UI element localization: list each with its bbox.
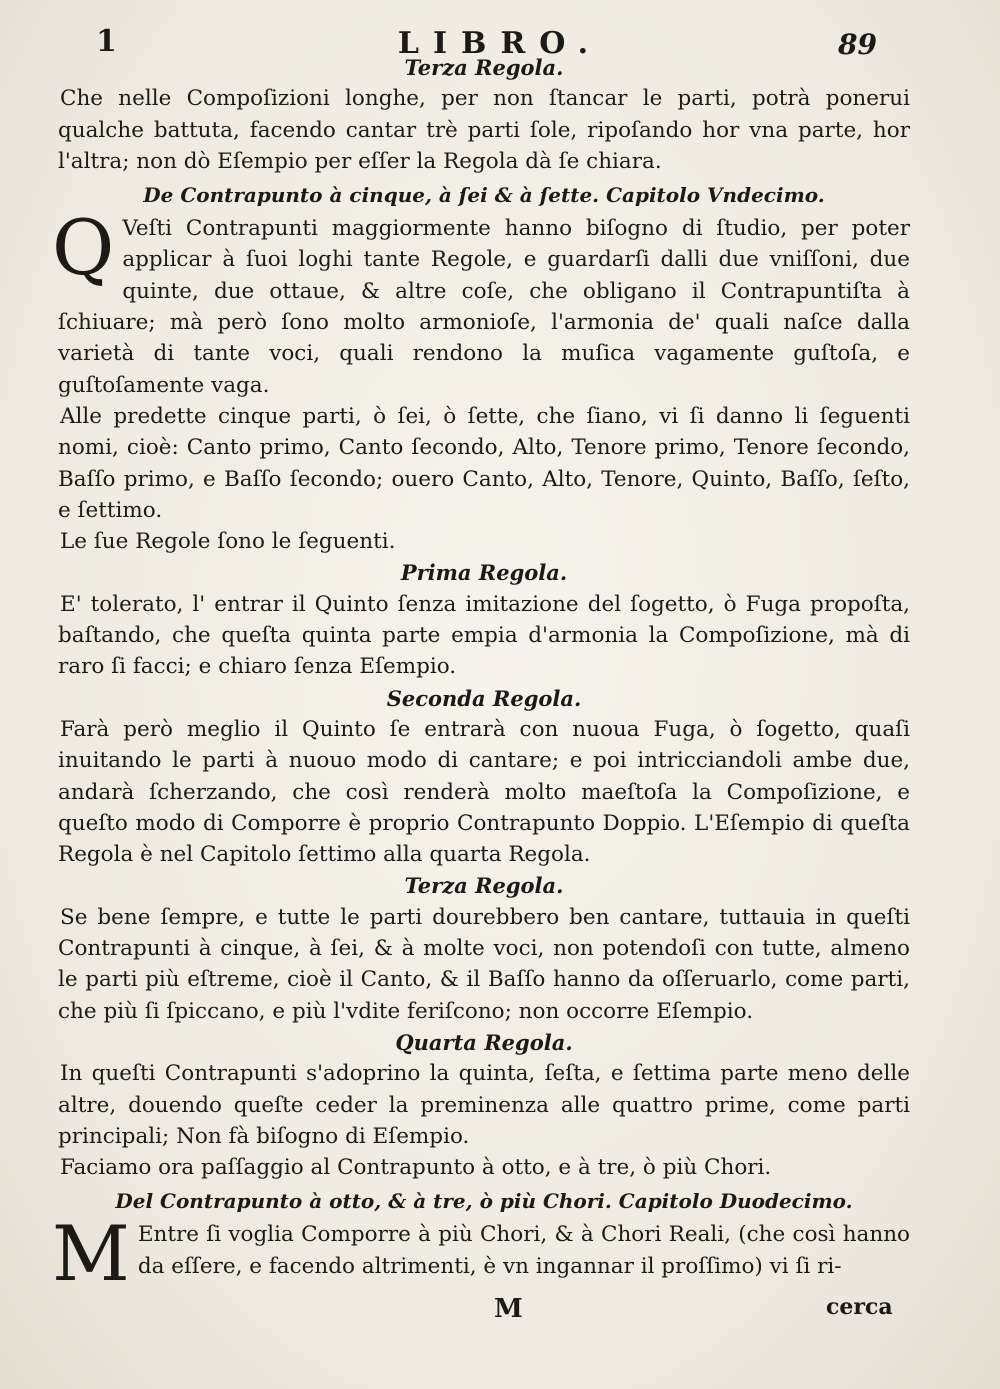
- rule-heading: Terza Regola.: [404, 55, 564, 80]
- header-title: LIBRO.: [397, 26, 603, 61]
- paragraph: Le ſue Regole ſono le ſeguenti.: [60, 529, 396, 555]
- paragraph: In queſti Contrapunti s'adoprino la quinta, ſeſta, e ſettima parte meno delle altre, douendo queſte ceder la preminenza alle quattro prime, come parti principali; Non fà biſogno di Eſempio.: [58, 1061, 910, 1149]
- paragraph: Farà però meglio il Quinto ſe entrarà con nuoua Fuga, ò ſogetto, quaſi inuitando le parti à nuouo modo di cantare; e poi intricciandoli ambe due, andarà ſcherzando, che così renderà molto maeſtoſa la Compoſizione, e queſto modo di Comporre è proprio Contrapunto Doppio. L'Eſempio di queſta Regola è nel Capitolo ſettimo alla quarta Regola.: [58, 716, 910, 868]
- page-body: [52, 52, 910, 1299]
- paragraph: Se bene ſempre, e tutte le parti dourebbero ben cantare, tuttauia in queſti Contrapunti à cinque, à ſei, & à molte voci, non potendoſi con tutte, almeno le parti più eſtreme, cioè il Canto, & il Baſſo hanno da oſſeruarlo, come parti, che più ſi ſpiccano, e più l'vdite feriſcono; non occorre Eſempio.: [58, 904, 910, 1024]
- rule-heading: Terza Regola.: [404, 873, 564, 899]
- catchword: cerca: [826, 1294, 893, 1320]
- chapter-heading: Del Contrapunto à otto, & à tre, ò più Chori. Capitolo Duodecimo.: [115, 1189, 853, 1214]
- dropcap-letter: M: [52, 1209, 130, 1299]
- paragraph: Alle predette cinque parti, ò ſei, ò ſette, che ſiano, vi ſi danno li ſeguenti nomi, cioè: Canto primo, Canto ſecondo, Alto, Tenore primo, Tenore ſecondo, Baſſo primo, e Baſſo ſecondo; ouero Canto, Alto, Tenore, Quinto, Baſſo, ſeſto, e ſettimo.: [58, 403, 910, 523]
- chapter-heading: De Contrapunto à cinque, à ſei & à ſette. Capitolo Vndecimo.: [143, 183, 825, 208]
- page-footer: [0, 1288, 1000, 1328]
- paragraph: Che nelle Compoſizioni longhe, per non ſtancar le parti, potrà ponerui qualche battuta, facendo cantar trè parti ſole, ripoſando hor vna parte, hor l'altra; non dò Eſempio per eſſer la Regola dà ſe chiara.: [58, 86, 910, 174]
- dropcap-letter: Q: [52, 203, 115, 293]
- rule-heading: Seconda Regola.: [386, 685, 582, 711]
- dropcap-paragraph: [52, 1209, 910, 1299]
- paragraph-text: Veſti Contrapunti maggiormente hanno biſogno di ſtudio, per poter applicar à ſuoi loghi tante Regole, e guardarſi dalli due vniſſoni, due quinte, due ottaue, & altre coſe, che obligano il Contrapuntiſta à ſchiuare; mà però ſono molto armonioſe, l'armonia de' quali naſce dalla varietà di tante voci, quali rendono la muſica vagamente guſtoſa, e guſtoſamente vaga.: [58, 216, 910, 398]
- rule-heading: Prima Regola.: [400, 560, 568, 586]
- page-number: 89: [838, 28, 877, 61]
- signature-mark: M: [494, 1294, 523, 1324]
- header-left-mark: 1: [96, 24, 117, 59]
- paragraph-text: Entre ſi voglia Comporre à più Chori, & à Chori Reali, (che così hanno da eſſere, e facendo altrimenti, è vn ingannar il proſſimo) vi ſi ri-: [137, 1222, 910, 1279]
- paragraph: Faciamo ora paſſaggio al Contrapunto à otto, e à tre, ò più Chori.: [60, 1155, 772, 1181]
- paragraph: E' tolerato, l' entrar il Quinto ſenza imitazione del ſogetto, ò Fuga propoſta, baſtando, che queſta quinta parte empia d'armonia la Compoſizione, mà di raro ſi facci; e chiaro ſenza Eſempio.: [58, 591, 910, 680]
- dropcap-paragraph: [52, 203, 910, 401]
- rule-heading: Quarta Regola.: [395, 1029, 573, 1055]
